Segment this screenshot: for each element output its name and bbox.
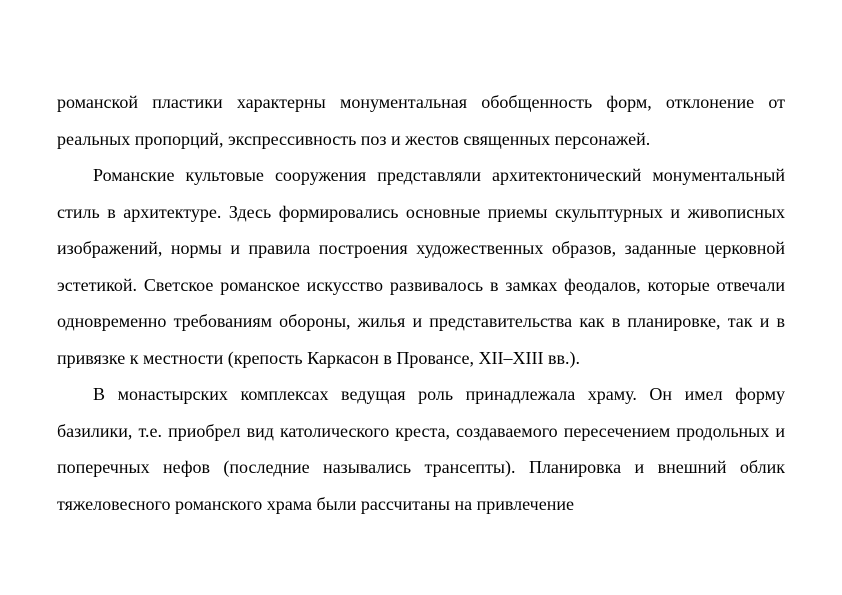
body-text (57, 84, 785, 522)
paragraph-continuation: романской пластики характерны монументальная обобщенность форм, отклонение от реальных пропорций, экспрессивность поз и жестов священных персонажей. (57, 92, 785, 149)
paragraph-romanesque-buildings: Романские культовые сооружения представляли архитектонический монументальный стиль в архитектуре. Здесь формировались основные приемы скульптурных и живописных изображений, нормы и правила построения художественных образов, заданные церковной эстетикой. Светское романское искусство развивалось в замках феодалов, которые отвечали одновременно требованиям обороны, жилья и представительства как в планировке, так и в привязке к местности (крепость Каркасон в Провансе, XII–XIII вв.). (57, 165, 785, 368)
paragraph-monastery-complexes: В монастырских комплексах ведущая роль принадлежала храму. Он имел форму базилики, т.е. приобрел вид католического креста, создаваемого пересечением продольных и поперечных нефов (последние назывались трансепты). Планировка и внешний облик тяжеловесного романского храма были рассчитаны на привлечение (57, 384, 785, 514)
